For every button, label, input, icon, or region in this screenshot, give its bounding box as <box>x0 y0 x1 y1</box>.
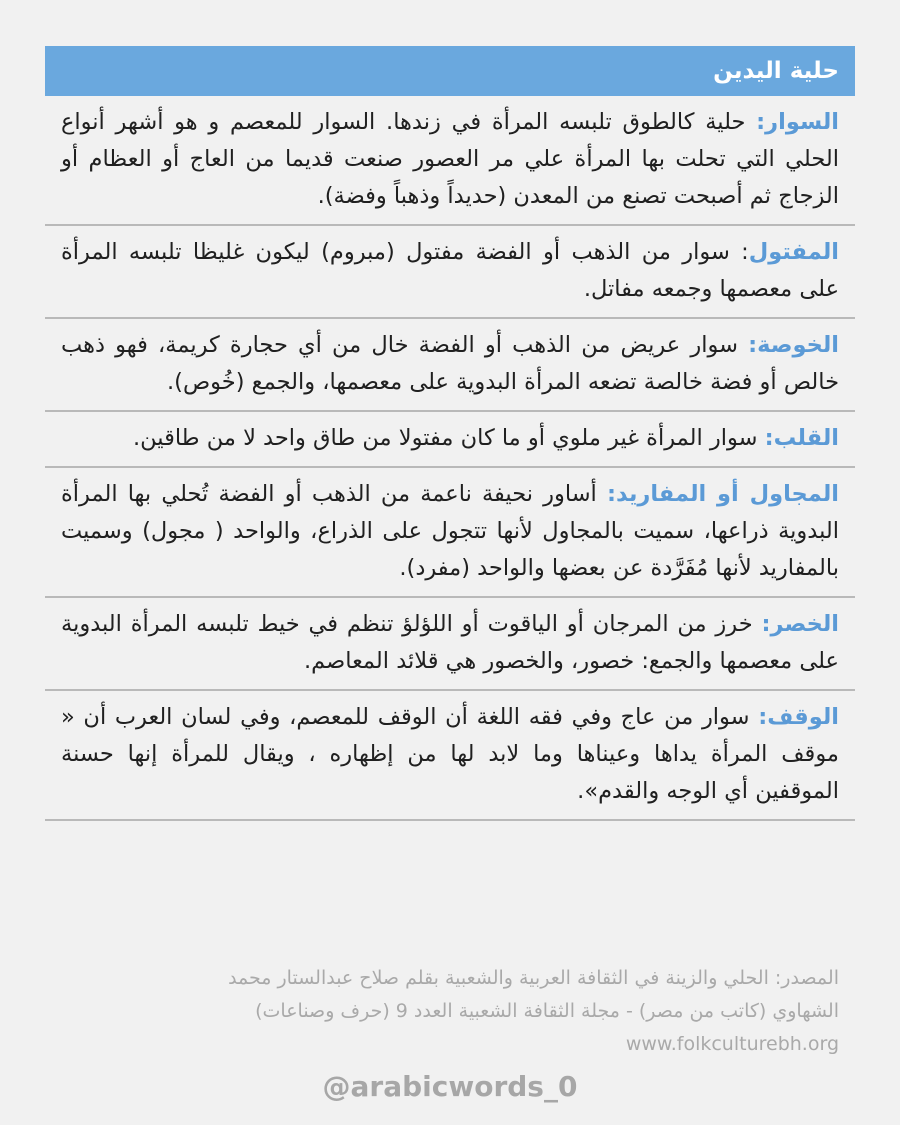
entry-term: المجاول أو المفاريد: <box>606 481 839 507</box>
entry-text: : سوار من الذهب أو الفضة مفتول (مبروم) ليكون غليظا تلبسه المرأة على معصمها وجمعه مفاتل. <box>61 239 839 302</box>
entry-text: أساور نحيفة ناعمة من الذهب أو الفضة تُحلي بها المرأة البدوية ذراعها، سميت بالمجاول لأنها تتجول على الذراع، والواحد ( مجول) وسميت بالمفاريد لأنها مُفَرَّدة عن بعضها والواحد (مفرد). <box>61 481 839 581</box>
source-citation <box>45 962 855 1061</box>
source-website: www.folkculturebh.org <box>625 1033 839 1055</box>
entry-maftool <box>45 226 855 319</box>
page-title: حلية اليدين <box>713 58 839 84</box>
account-handle: @arabicwords_0 <box>322 1070 578 1103</box>
entry-term: الخوصة: <box>748 332 839 358</box>
entry-text: سوار المرأة غير ملوي أو ما كان مفتولا من طاق واحد لا من طاقين. <box>133 425 765 451</box>
entry-term: السوار: <box>756 109 839 135</box>
entry-text: سوار عريض من الذهب أو الفضة خال من أي حجارة كريمة، فهو ذهب خالص أو فضة خالصة تضعه المرأة البدوية على معصمها، والجمع (خُوص). <box>61 332 839 395</box>
entry-text: خرز من المرجان أو الياقوت أو اللؤلؤ تنظم في خيط تلبسه المرأة البدوية على معصمها والجمع: خصور، والخصور هي قلائد المعاصم. <box>61 611 839 674</box>
source-line-1: المصدر: الحلي والزينة في الثقافة العربية والشعبية بقلم صلاح عبدالستار محمد <box>228 967 839 989</box>
entry-khasr <box>45 598 855 691</box>
entry-waqf <box>45 691 855 821</box>
content-card <box>45 46 855 821</box>
entry-term: المفتول <box>748 239 839 265</box>
entry-term: الوقف: <box>758 704 839 730</box>
entry-majawil <box>45 468 855 598</box>
entries-list <box>45 96 855 821</box>
entry-term: القلب: <box>764 425 839 451</box>
entry-text: حلية كالطوق تلبسه المرأة في زندها. السوار للمعصم و هو أشهر أنواع الحلي التي تحلت بها المرأة علي مر العصور صنعت قديما من العاج أو العظام أو الزجاج ثم أصبحت تصنع من المعدن (حديداً وذهباً وفضة). <box>61 109 839 209</box>
entry-sawar <box>45 96 855 226</box>
header-bar <box>45 46 855 96</box>
entry-khousa <box>45 319 855 412</box>
source-line-2: الشهاوي (كاتب من مصر) - مجلة الثقافة الشعبية العدد 9 (حرف وصناعات) <box>255 1000 839 1022</box>
entry-term: الخصر: <box>761 611 839 637</box>
entry-text: سوار من عاج وفي فقه اللغة أن الوقف للمعصم، وفي لسان العرب أن « موقف المرأة يداها وعيناها وما لابد لها من إظهاره ، ويقال للمرأة إنها حسنة الموقفين أي الوجه والقدم». <box>61 704 839 804</box>
entry-qalb <box>45 412 855 468</box>
